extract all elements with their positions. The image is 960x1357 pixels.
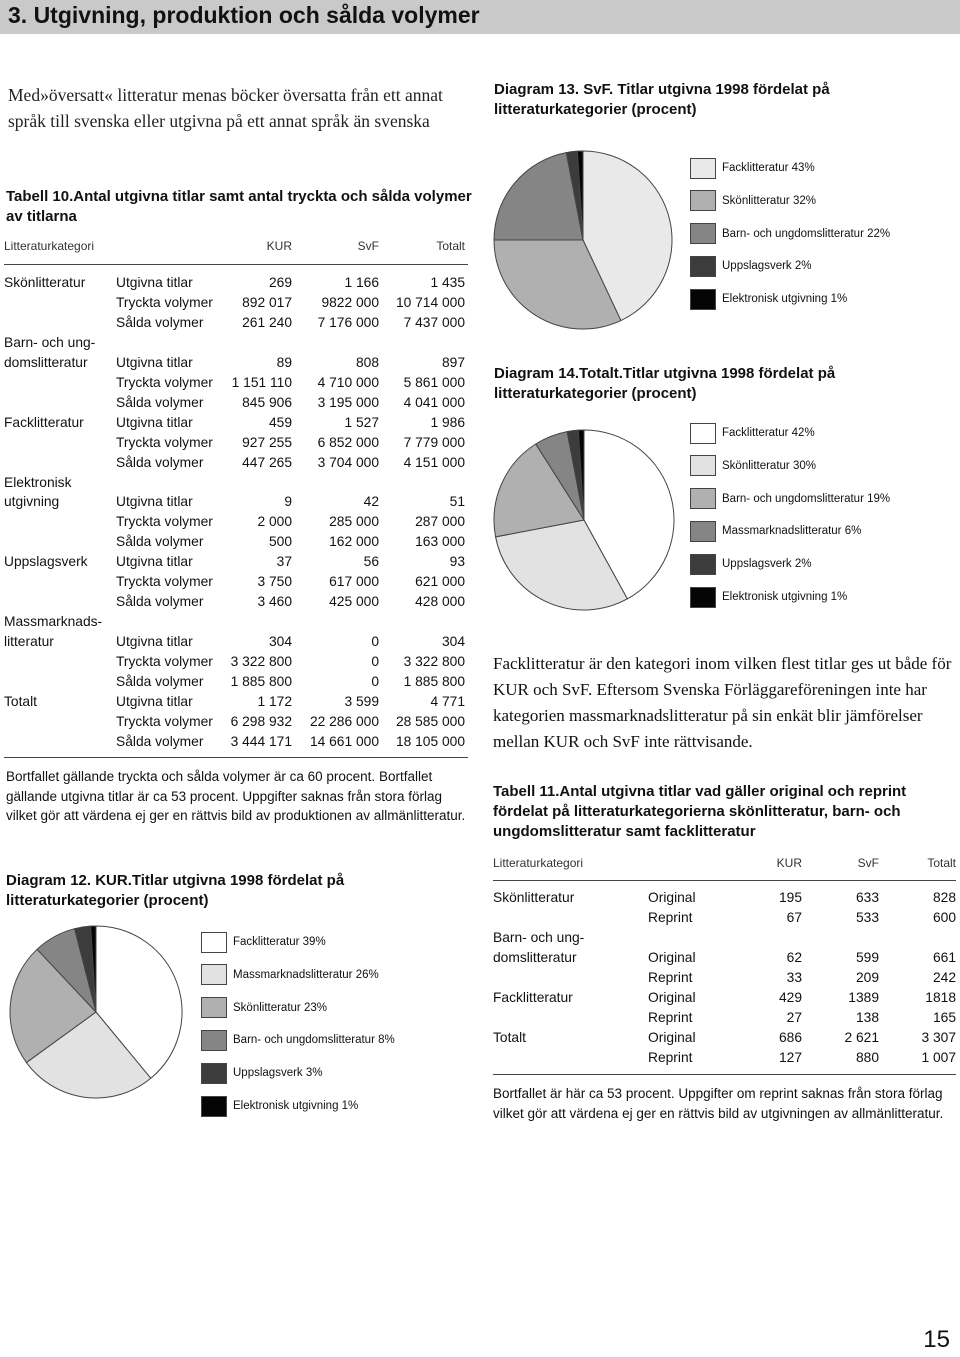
category-label: Totalt [4,693,37,709]
row-label: Utgivna titlar [116,693,193,709]
row-label: Sålda volymer [116,454,204,470]
table-cell: 138 [855,1009,879,1025]
table-cell: 6 852 000 [317,434,379,450]
table-cell: 447 265 [242,454,292,470]
row-label: Sålda volymer [116,394,204,410]
row-label: Sålda volymer [116,314,204,330]
legend-label: Skönlitteratur 32% [722,194,816,207]
row-label: Reprint [648,1049,693,1065]
row-label: Reprint [648,909,693,925]
table-cell: 51 [449,494,465,510]
table-cell: 89 [276,354,292,370]
table-cell: 165 [932,1009,956,1025]
row-label: Sålda volymer [116,733,204,749]
diagram12-title: Diagram 12. KUR.Titlar utgivna 1998 fördelat på litteraturkategorier (procent) [6,872,345,909]
table-cell: 33 [786,969,802,985]
table-cell: 621 000 [415,574,465,590]
legend-label: Massmarknadslitteratur 6% [722,525,862,538]
legend-label: Elektronisk utgivning 1% [233,1100,359,1112]
table-cell: 261 240 [242,314,292,330]
table-cell: 1 007 [921,1049,956,1065]
table-cell: 10 714 000 [395,294,465,310]
row-label: Sålda volymer [116,594,204,610]
table-cell: 195 [778,890,802,905]
table-cell: 56 [363,554,379,570]
table-cell: 0 [371,674,379,689]
category-label: Massmarknads- [4,614,103,630]
table-cell: 1 527 [344,414,379,430]
row-label: Tryckta volymer [116,514,213,530]
table-cell: 285 000 [329,514,379,530]
table-cell: 5 861 000 [403,374,465,390]
table-cell: 428 000 [415,594,465,610]
table-cell: 209 [855,969,879,985]
table-cell: 62 [786,949,802,965]
table-rule [493,880,956,881]
table-cell: 3 322 800 [230,654,292,670]
column-header: SvF [857,856,879,870]
table-cell: 304 [268,634,292,650]
row-label: Utgivna titlar [116,354,193,370]
table-cell: 533 [855,909,879,925]
table-cell: 1 166 [344,275,379,290]
table-cell: 1 986 [430,414,465,430]
table-cell: 37 [276,554,292,570]
diagram14-title: Diagram 14.Totalt.Titlar utgivna 1998 fördelat på litteraturkategorier (procent) [494,365,836,402]
intro-text: Med»översatt« litteratur menas böcker översatta från ett annat språk till svenska eller utgivna på ett annat språk än svenska [8,85,443,131]
table-cell: 162 000 [329,534,379,550]
table-cell: 3 750 [257,574,292,590]
table-cell: 22 286 000 [309,713,379,729]
table-cell: 7 437 000 [403,314,465,330]
category-label: Barn- och ung- [4,334,96,350]
category-label: Facklitteratur [493,989,573,1005]
table-cell: 897 [441,354,465,370]
legend-label: Facklitteratur 43% [722,162,815,174]
column-header: Totalt [436,239,465,253]
table-cell: 3 599 [344,693,379,709]
category-label: Elektronisk [4,474,72,490]
table-cell: 880 [855,1049,879,1065]
table-cell: 27 [786,1009,802,1025]
table-cell: 1 885 800 [230,674,292,689]
table-cell: 269 [268,275,292,290]
table-cell: 287 000 [415,514,465,530]
table-cell: 633 [855,890,879,905]
table-cell: 599 [855,949,879,965]
table-cell: 7 779 000 [403,434,465,450]
table-rule [493,1074,956,1075]
table-cell: 927 255 [242,434,292,450]
legend-label: Facklitteratur 42% [722,427,815,439]
table-cell: 163 000 [415,534,465,550]
legend-swatch [201,1096,227,1117]
legend-label: Uppslagsverk 2% [722,558,812,571]
table-cell: 3 704 000 [317,454,379,470]
table-cell: 0 [371,654,379,670]
table11-footnote: Bortfallet är här ca 53 procent. Uppgifter om reprint saknas från stora förlag vilket gör att värdena ej ger en rättvis bild av utgivningen av allmänlitteratur. [493,1086,944,1121]
table-cell: 500 [268,534,292,550]
row-label: Tryckta volymer [116,294,213,310]
legend-label: Uppslagsverk 3% [233,1067,323,1080]
table-cell: 661 [932,949,956,965]
column-header: Litteraturkategori [4,239,95,253]
row-label: Sålda volymer [116,534,204,550]
row-label: Utgivna titlar [116,554,193,570]
column-header: KUR [776,856,802,870]
row-label: Utgivna titlar [116,494,193,510]
table-cell: 304 [441,634,465,650]
column-header: Totalt [927,856,956,870]
table-cell: 425 000 [329,594,379,610]
table11-caption: Tabell 11.Antal utgivna titlar vad gäller original och reprint fördelat på litteraturkategorierna skönlitteratur, barn- och ungdomslitteratur samt facklitteratur [493,783,907,840]
table-cell: 429 [778,989,802,1005]
page-number: 15 [923,1326,950,1353]
table-cell: 4 041 000 [403,394,465,410]
category-label: Totalt [493,1029,526,1045]
table10-caption: Tabell 10.Antal utgivna titlar samt antal tryckta och sålda volymer av titlarna [6,188,472,225]
row-label: Sålda volymer [116,674,204,689]
row-label: Utgivna titlar [116,634,193,650]
legend-label: Massmarknadslitteratur 26% [233,968,379,981]
legend-label: Barn- och ungdomslitteratur 22% [722,227,891,240]
category-label: domslitteratur [4,354,88,370]
table-cell: 1 151 110 [231,374,292,390]
table-cell: 1 172 [257,693,292,709]
column-header: Litteraturkategori [493,856,584,870]
table-cell: 28 585 000 [395,713,465,729]
table-cell: 686 [778,1029,802,1045]
table-cell: 67 [786,909,802,925]
table-cell: 2 621 [844,1029,879,1045]
legend-label: Barn- och ungdomslitteratur 8% [233,1034,395,1047]
row-label: Tryckta volymer [116,574,213,590]
table-cell: 459 [268,414,292,430]
table-cell: 42 [363,494,379,510]
category-label: domslitteratur [493,949,577,965]
legend-item [201,1093,358,1119]
category-label: litteratur [4,634,54,650]
column-header: KUR [266,239,292,253]
table-cell: 828 [932,890,956,905]
category-label: Facklitteratur [4,414,84,430]
table-cell: 6 298 932 [230,713,292,729]
table-cell: 0 [371,634,379,650]
category-label: Uppslagsverk [4,554,88,570]
row-label: Tryckta volymer [116,713,213,729]
table-cell: 600 [932,909,956,925]
diagram13-title: Diagram 13. SvF. Titlar utgivna 1998 fördelat på litteraturkategorier (procent) [494,81,830,118]
page-title: 3. Utgivning, produktion och sålda volymer [8,2,480,28]
legend-label: Uppslagsverk 2% [722,260,812,273]
row-label: Original [648,989,696,1005]
table-cell: 3 460 [257,594,292,610]
row-label: Utgivna titlar [116,275,193,290]
body-paragraph: Facklitteratur är den kategori inom vilken flest titlar ges ut både för KUR och SvF. Eftersom Svenska Förläggareföreningen inte har kategorien massmarknadslitteratur på sin enkät blir jämförelser mellan KUR och SvF inte rättvisande. [493,654,952,751]
table-cell: 617 000 [329,574,379,590]
table-cell: 2 000 [257,514,292,530]
legend-label: Skönlitteratur 30% [722,459,816,472]
table-cell: 892 017 [242,294,292,310]
table-cell: 9822 000 [321,294,379,310]
row-label: Reprint [648,969,693,985]
row-label: Tryckta volymer [116,654,213,670]
table-cell: 845 906 [242,394,292,410]
table-cell: 9 [284,494,292,510]
table-cell: 4 151 000 [403,454,465,470]
table-cell: 93 [449,554,465,570]
table-cell: 1818 [925,989,956,1005]
category-label: utgivning [4,494,60,510]
category-label: Skönlitteratur [4,275,86,290]
legend-label: Elektronisk utgivning 1% [722,591,848,603]
legend-label: Facklitteratur 39% [233,936,326,948]
table-cell: 7 176 000 [317,314,379,330]
table-cell: 1 435 [430,275,465,290]
table-cell: 1 885 800 [403,674,465,689]
legend-label: Skönlitteratur 23% [233,1001,327,1014]
table10-footnote: Bortfallet gällande tryckta och sålda volymer är ca 60 procent. Bortfallet gällande utgivna titlar är ca 53 procent. Uppgifter saknas från stora förlag vilket gör att värdena ej ger en rättvis bild av produktionen av allmänlitteratur. [6,769,466,823]
category-label: Skönlitteratur [493,890,575,905]
row-label: Original [648,890,696,905]
table-cell: 18 105 000 [395,733,465,749]
row-label: Tryckta volymer [116,374,213,390]
table-cell: 4 710 000 [317,374,379,390]
table-cell: 3 444 171 [230,733,292,749]
row-label: Original [648,1029,696,1045]
legend-label: Barn- och ungdomslitteratur 19% [722,492,891,505]
row-label: Reprint [648,1009,693,1025]
column-header: SvF [357,239,379,253]
legend-label: Elektronisk utgivning 1% [722,293,848,306]
row-label: Original [648,949,696,965]
table-cell: 808 [355,354,379,370]
table-cell: 3 322 800 [403,654,465,670]
category-label: Barn- och ung- [493,929,585,945]
table-cell: 1389 [848,989,879,1005]
table-cell: 3 307 [921,1029,956,1045]
table-cell: 14 661 000 [309,733,379,749]
row-label: Utgivna titlar [116,414,193,430]
table-cell: 127 [778,1049,802,1065]
row-label: Tryckta volymer [116,434,213,450]
table-cell: 3 195 000 [317,394,379,410]
table-cell: 4 771 [430,693,465,709]
table-cell: 242 [932,969,956,985]
